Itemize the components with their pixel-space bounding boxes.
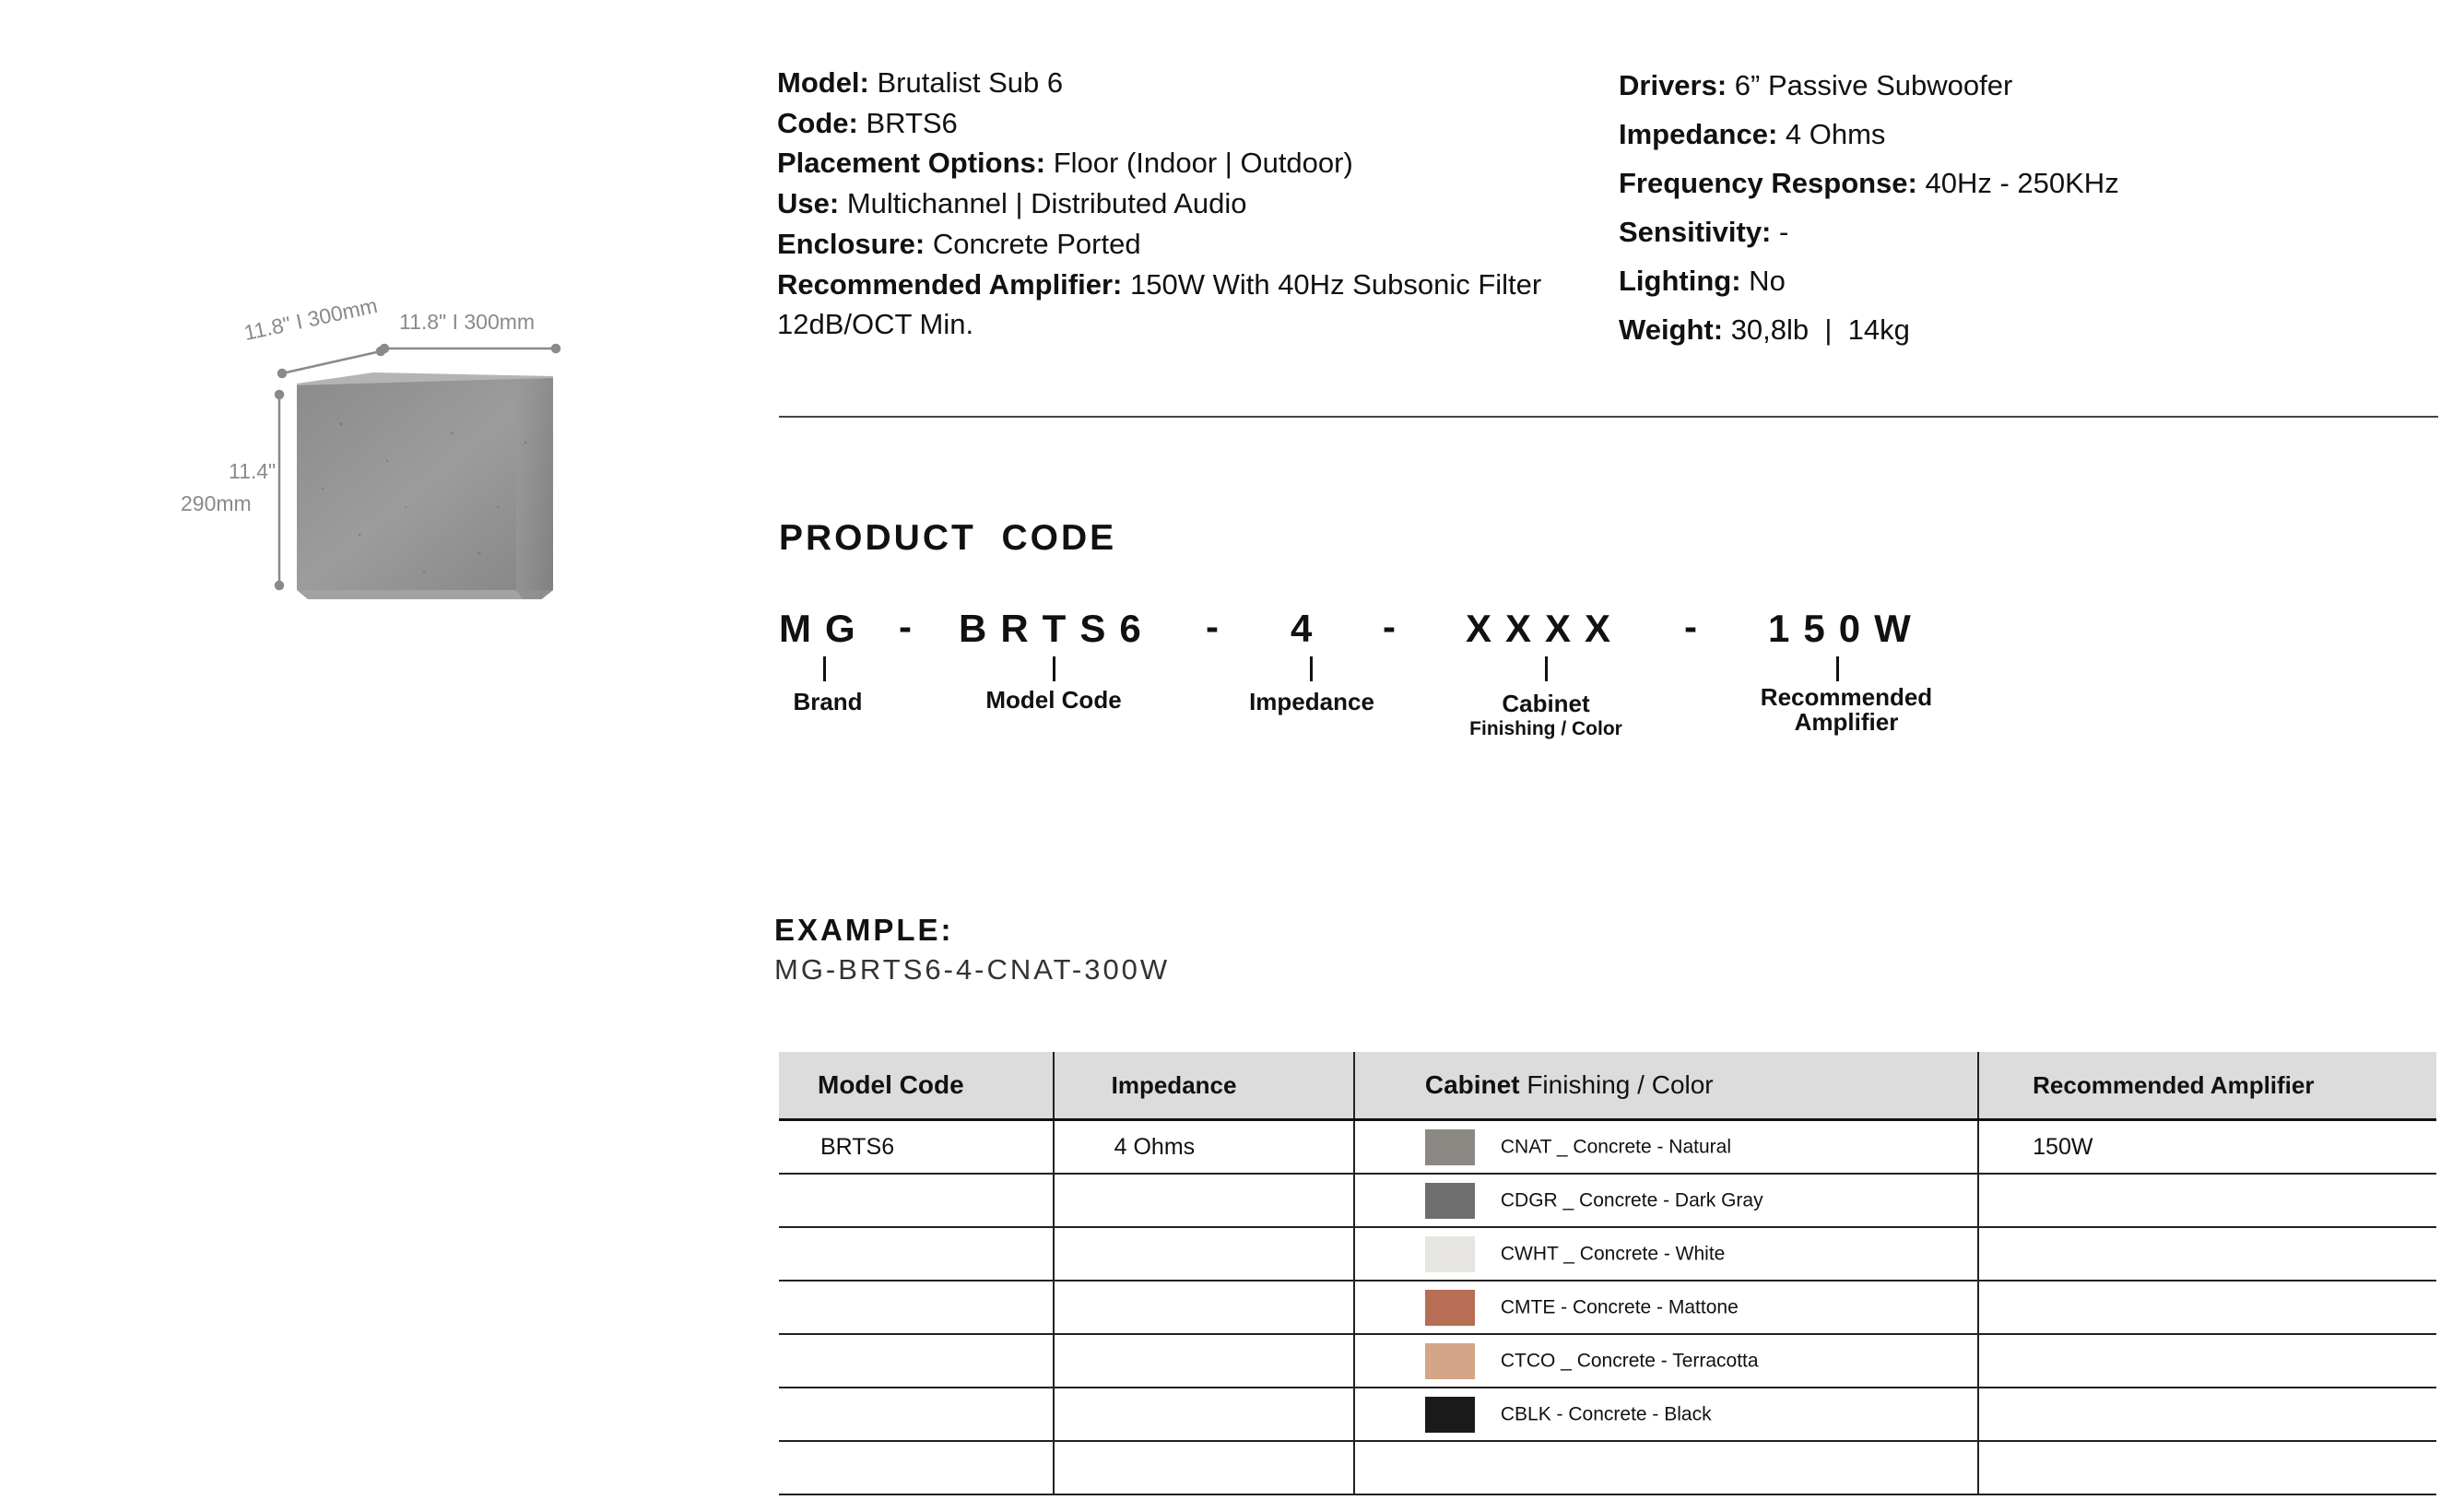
spec-drivers <box>1619 61 2356 110</box>
cell-finish <box>1354 1227 1978 1281</box>
code-segment-brand: MG <box>779 607 869 650</box>
finish-label: CMTE - Concrete - Mattone <box>1500 1296 1739 1317</box>
product-dimension-illustration <box>166 304 581 599</box>
spec-label: Recommended Amplifier: <box>777 267 1123 301</box>
code-tick <box>1545 656 1548 681</box>
cell-finish <box>1354 1120 1978 1175</box>
spec-weight <box>1619 305 2356 354</box>
finish-label: CWHT _ Concrete - White <box>1500 1243 1726 1264</box>
code-dash: - <box>899 605 912 648</box>
cell-empty <box>779 1388 1054 1441</box>
code-tick <box>823 656 826 681</box>
cube-bottom-edge <box>297 590 553 599</box>
spec-label: Drivers: <box>1619 69 1727 101</box>
cell-empty <box>1978 1174 2436 1227</box>
code-segment-model: BRTS6 <box>959 607 1155 650</box>
spec-value: 6” Passive Subwoofer <box>1727 69 2013 101</box>
code-dash: - <box>1383 605 1396 648</box>
cell-empty <box>1054 1281 1354 1334</box>
spec-label: Enclosure: <box>777 227 925 260</box>
spec-use <box>777 183 1607 224</box>
spec-label: Sensitivity: <box>1619 216 1772 248</box>
table-row <box>779 1227 2436 1281</box>
cube-side-shadow <box>516 378 553 599</box>
cell-finish <box>1354 1334 1978 1388</box>
cell-empty <box>1354 1441 1978 1494</box>
table-row <box>779 1334 2436 1388</box>
cell-finish <box>1354 1281 1978 1334</box>
header-recommended-amplifier: Recommended Amplifier <box>1978 1052 2436 1120</box>
color-swatch <box>1425 1129 1475 1165</box>
specs-right-column <box>1619 61 2356 354</box>
color-swatch <box>1425 1343 1475 1379</box>
table-row <box>779 1174 2436 1227</box>
cell-empty <box>779 1334 1054 1388</box>
code-tick <box>1836 656 1839 681</box>
product-code-title: PRODUCT CODE <box>779 518 1117 558</box>
cube-front <box>297 378 553 590</box>
spec-model <box>777 63 1607 103</box>
cell-empty <box>779 1281 1054 1334</box>
table-row <box>779 1120 2436 1175</box>
cell-model-code: BRTS6 <box>779 1120 1054 1175</box>
cell-empty <box>1978 1441 2436 1494</box>
code-label-cabinet-sub: Finishing / Color <box>1469 718 1622 739</box>
spec-value: 150W With 40Hz Subsonic Filter 12dB/OCT Min. <box>777 267 1542 341</box>
color-swatch <box>1425 1290 1475 1326</box>
table-row <box>779 1388 2436 1441</box>
spec-sensitivity <box>1619 207 2356 256</box>
table-row <box>779 1281 2436 1334</box>
spec-enclosure <box>777 224 1607 265</box>
spec-code <box>777 103 1607 144</box>
spec-label: Use: <box>777 187 840 220</box>
specs-left-column <box>777 63 1607 345</box>
spec-impedance <box>1619 110 2356 159</box>
spec-label: Model: <box>777 66 869 99</box>
cell-empty <box>1054 1441 1354 1494</box>
cell-empty <box>1978 1334 2436 1388</box>
product-code-table <box>779 1052 2436 1495</box>
spec-lighting <box>1619 256 2356 305</box>
color-swatch <box>1425 1236 1475 1272</box>
finish-label: CDGR _ Concrete - Dark Gray <box>1500 1189 1763 1211</box>
code-label-cabinet-title: Cabinet <box>1502 690 1590 717</box>
header-cabinet-finishing <box>1354 1052 1978 1120</box>
code-label-model-code: Model Code <box>985 686 1122 714</box>
height-dimension-mm: 290mm <box>181 491 252 515</box>
code-label-amp-line2: Amplifier <box>1794 708 1899 736</box>
cell-impedance: 4 Ohms <box>1054 1120 1354 1175</box>
spec-label: Weight: <box>1619 313 1724 346</box>
width-dimension-label: 11.8" I 300mm <box>399 310 536 334</box>
spec-value: Floor (Indoor | Outdoor) <box>1045 147 1353 180</box>
header-model-code: Model Code <box>779 1052 1054 1120</box>
spec-label: Impedance: <box>1619 118 1778 150</box>
code-label-cabinet <box>1469 691 1622 741</box>
cell-empty <box>779 1227 1054 1281</box>
code-segment-amplifier: 150W <box>1768 607 1925 650</box>
color-swatch <box>1425 1183 1475 1219</box>
header-cabinet-bold: Cabinet <box>1424 1070 1520 1099</box>
example-title: EXAMPLE: <box>774 913 954 947</box>
spec-value: Multichannel | Distributed Audio <box>839 187 1247 220</box>
spec-value: BRTS6 <box>857 106 958 139</box>
code-label-amp-line1: Recommended <box>1760 683 1933 711</box>
code-label-impedance: Impedance <box>1249 688 1374 715</box>
finish-label: CNAT _ Concrete - Natural <box>1500 1136 1732 1157</box>
cell-finish <box>1354 1388 1978 1441</box>
spec-value: 40Hz - 250KHz <box>1916 167 2119 199</box>
code-label-amplifier <box>1761 685 1932 735</box>
depth-dimension-label: 11.8" I 300mm <box>242 293 380 346</box>
spec-recommended-amplifier <box>777 265 1607 345</box>
cell-finish <box>1354 1174 1978 1227</box>
cell-empty <box>1054 1174 1354 1227</box>
spec-frequency-response <box>1619 159 2356 207</box>
code-segment-impedance: 4 <box>1291 607 1326 650</box>
table-header-row <box>779 1052 2436 1120</box>
finish-label: CTCO _ Concrete - Terracotta <box>1500 1350 1759 1371</box>
code-segment-cabinet: XXXX <box>1466 607 1625 650</box>
cell-empty <box>1978 1227 2436 1281</box>
code-label-brand: Brand <box>793 688 863 715</box>
cell-empty <box>1978 1281 2436 1334</box>
spec-value: 4 Ohms <box>1777 118 1886 150</box>
header-impedance: Impedance <box>1054 1052 1354 1120</box>
color-swatch <box>1425 1397 1475 1433</box>
spec-value: Brutalist Sub 6 <box>868 66 1064 99</box>
table-row <box>779 1441 2436 1494</box>
spec-label: Placement Options: <box>777 147 1046 180</box>
spec-value: - <box>1771 216 1789 248</box>
code-dash: - <box>1206 605 1219 648</box>
spec-value: 30,8lb | 14kg <box>1723 313 1910 346</box>
cell-empty <box>1054 1334 1354 1388</box>
finish-label: CBLK - Concrete - Black <box>1500 1403 1712 1424</box>
section-divider <box>779 416 2438 418</box>
code-tick <box>1053 656 1055 681</box>
cell-amplifier: 150W <box>1978 1120 2436 1175</box>
spec-label: Frequency Response: <box>1619 167 1917 199</box>
spec-value: No <box>1740 265 1786 297</box>
cell-empty <box>779 1441 1054 1494</box>
code-tick <box>1310 656 1313 681</box>
cell-empty <box>1978 1388 2436 1441</box>
cell-empty <box>779 1174 1054 1227</box>
header-cabinet-rest: Finishing / Color <box>1519 1070 1714 1099</box>
cell-empty <box>1054 1388 1354 1441</box>
cell-empty <box>1054 1227 1354 1281</box>
spec-placement <box>777 143 1607 183</box>
spec-label: Code: <box>777 106 858 139</box>
example-code: MG-BRTS6-4-CNAT-300W <box>774 953 1171 986</box>
code-dash: - <box>1684 605 1697 648</box>
spec-value: Concrete Ported <box>925 227 1141 260</box>
height-dimension-inches: 11.4" <box>229 459 277 483</box>
spec-label: Lighting: <box>1619 265 1741 297</box>
